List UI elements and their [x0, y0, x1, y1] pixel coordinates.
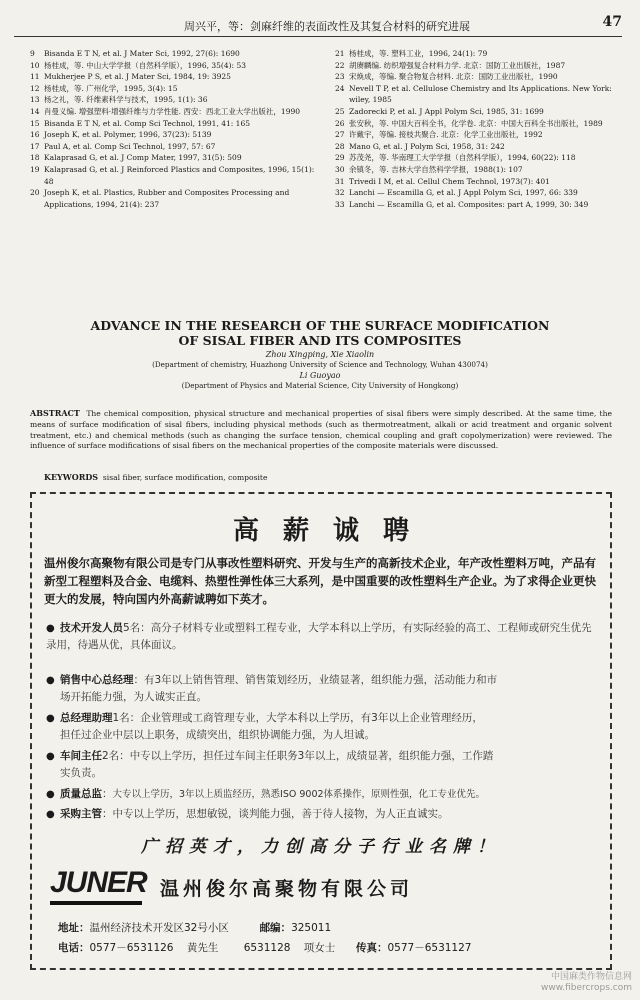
reference-text: 许戴宇，等编. 接枝共聚合. 北京：化学工业出版社，1992 [349, 130, 543, 140]
english-title-line1: ADVANCE IN THE RESEARCH OF THE SURFACE MODIFICATION [90, 318, 550, 333]
reference-item [335, 152, 625, 164]
reference-number: 26 [335, 118, 345, 128]
contact-2: 项女士 [303, 942, 336, 954]
position-title: 技术开发人员 [60, 622, 123, 634]
reference-item [335, 48, 625, 60]
position-description-cont: 实负责。 [60, 767, 102, 779]
reference-number: 28 [335, 141, 345, 151]
position-title: 销售中心总经理 [60, 674, 134, 686]
bullet-icon: ● [46, 623, 55, 634]
position-count: 5名： [123, 622, 151, 634]
bullet-icon: ● [46, 809, 55, 820]
bullet-icon: ● [46, 675, 55, 686]
position-description: 中专以上学历，思想敏锐，谈判能力强，善于待人接物，为人正直诚实。 [112, 808, 449, 820]
position-title: 总经理助理 [60, 712, 113, 724]
reference-number: 29 [335, 153, 345, 163]
reference-text: Lanchi — Escamilla G, et al. Composites: part A, 1999, 30: 349 [349, 199, 589, 209]
reference-number: 20 [30, 188, 40, 198]
reference-number: 22 [335, 60, 345, 70]
watermark-line2: www.fibercrops.com [541, 983, 632, 993]
abstract-label: ABSTRACT [30, 408, 80, 418]
position-item [46, 806, 600, 823]
position-count: 1名： [112, 712, 141, 724]
reference-item [30, 152, 320, 164]
reference-number: 18 [30, 153, 40, 163]
reference-item [30, 48, 320, 60]
reference-text: Mano G, et al. J Polym Sci, 1958, 31: 242 [349, 141, 505, 151]
reference-number: 31 [335, 176, 345, 186]
phone-line [58, 940, 598, 956]
reference-item [335, 164, 625, 176]
reference-item [30, 118, 320, 130]
keywords-label: KEYWORDS [44, 472, 99, 482]
reference-number: 25 [335, 106, 345, 116]
reference-text: Nevell T P, et al. Cellulose Chemistry and Its Applications. New York: wiley, 1985 [349, 83, 612, 105]
reference-text: 胡赓麟编. 纺织增强复合材料力学. 北京：国防工业出版社，1987 [349, 60, 566, 70]
phone-label: 电话： [58, 942, 90, 954]
position-description: 有3年以上销售管理、销售策划经历，业绩显著，组织能力强，活动能力和市 [144, 674, 498, 686]
reference-text: Joseph K, et al. Polymer, 1996, 37(23): 5139 [44, 130, 212, 140]
running-header [14, 14, 622, 37]
reference-number: 33 [335, 199, 345, 209]
reference-item [335, 71, 625, 83]
reference-number: 32 [335, 188, 345, 198]
reference-text: Lanchi — Escamilla G, et al. J Appl Polym Sci, 1997, 66: 339 [349, 188, 578, 198]
reference-item [30, 83, 320, 95]
page-number: 47 [602, 14, 622, 30]
reference-number: 9 [30, 49, 35, 58]
position-title: 车间主任 [60, 750, 102, 762]
author-block [60, 350, 580, 392]
position-title: 采购主管 [60, 808, 102, 820]
bullet-icon: ● [46, 789, 55, 800]
reference-column-right [335, 48, 625, 210]
english-title-line2: OF SISAL FIBER AND ITS COMPOSITES [178, 333, 462, 348]
reference-text: Bisanda E T N, et al. J Mater Sci, 1992, 27(6): 1690 [44, 49, 240, 58]
reference-item [335, 187, 625, 199]
contact-1: 黄先生 [186, 942, 219, 954]
reference-text: Bisanda E T N, et al. Comp Sci Technol, 1991, 41: 165 [44, 118, 250, 128]
reference-text: 杨桂成，等. 塑料工业，1996, 24(1): 79 [349, 49, 488, 58]
position-description-cont: 场开拓能力强，为人诚实正直。 [60, 691, 207, 703]
position-count: ： [102, 808, 113, 820]
fax-label: 传真： [355, 942, 388, 954]
ad-title: 高薪诚聘 [232, 516, 433, 546]
reference-text: 杨桂成，等. 中山大学学报（自然科学版），1996, 35(4): 53 [44, 60, 246, 70]
reference-text: 杨之礼，等. 纤维素科学与技术，1995, 1(1): 36 [44, 95, 208, 105]
reference-item [335, 129, 625, 141]
ad-slogan: 广招英才，力创高分子行业名牌！ [141, 837, 501, 857]
author-2: Li Guoyao [299, 370, 341, 380]
position-item [46, 710, 600, 744]
recruitment-advertisement [30, 492, 612, 970]
position-description: 大专以上学历，3年以上质监经历，熟悉ISO 9002体系操作，原则性强，化工专业优先。 [112, 789, 486, 800]
running-title: 周兴平，等：剑麻纤维的表面改性及其复合材料的研究进展 [184, 20, 470, 33]
logo-underline [50, 901, 142, 905]
reference-column-left [30, 48, 320, 210]
address-line [58, 920, 598, 936]
site-watermark [541, 972, 632, 994]
position-item [46, 620, 600, 654]
reference-item [30, 164, 320, 187]
reference-number: 11 [30, 72, 40, 82]
reference-number: 30 [335, 164, 345, 174]
reference-number: 17 [30, 141, 40, 151]
reference-number: 19 [30, 164, 40, 174]
reference-item [30, 129, 320, 141]
reference-item [30, 187, 320, 210]
reference-item [335, 83, 625, 106]
phone-1: 0577－6531126 [89, 942, 174, 954]
reference-number: 10 [30, 60, 40, 70]
fax-value: 0577－6531127 [387, 942, 472, 954]
english-title [60, 318, 580, 348]
position-item [46, 672, 600, 706]
abstract [30, 408, 612, 452]
reference-text: 宋焕成，等编. 聚合物复合材料. 北京：国防工业出版社，1990 [349, 72, 558, 82]
position-count: ： [133, 674, 144, 686]
reference-item [30, 106, 320, 118]
reference-item [335, 176, 625, 188]
position-item [46, 786, 600, 803]
position-title: 质量总监 [60, 788, 102, 800]
reference-number: 14 [30, 106, 40, 116]
reference-item [30, 94, 320, 106]
keywords [44, 472, 604, 482]
position-item [46, 748, 600, 782]
ad-intro: 温州俊尔高聚物有限公司是专门从事改性塑料研究、开发与生产的高新技术企业，年产改性塑料万吨，产品有新型工程塑料及合金、电缆料、热塑性弹性体三大系列，是中国重要的改性塑料生产企业。为了求得企业更快更大的发展，特向国内外高薪诚聘如下英才。 [44, 556, 596, 606]
reference-item [30, 60, 320, 72]
company-name: 温州俊尔高聚物有限公司 [160, 878, 414, 900]
reference-number: 16 [30, 130, 40, 140]
reference-text: 杨桂成，等. 广州化学，1995, 3(4): 15 [44, 83, 178, 93]
postcode-value: 325011 [291, 922, 332, 934]
reference-number: 27 [335, 130, 345, 140]
address-value: 温州经济技术开发区32号小区 [89, 922, 229, 934]
reference-number: 15 [30, 118, 40, 128]
reference-text: 余镇冬，等. 吉林大学自然科学学报，1988(1): 107 [349, 164, 523, 174]
reference-item [335, 118, 625, 130]
reference-item [335, 199, 625, 211]
reference-text: Mukherjee P S, et al. J Mater Sci, 1984, 19: 3925 [44, 72, 231, 82]
bullet-icon: ● [46, 751, 55, 762]
reference-text: Joseph K, et al. Plastics, Rubber and Composites Processing and Applications, 1994, 21(4): 237 [44, 188, 290, 209]
reference-item [30, 71, 320, 83]
position-description: 中专以上学历，担任过车间主任职务3年以上，成绩显著，组织能力强，工作踏 [129, 750, 494, 762]
keywords-text: sisal fiber, surface modification, composite [102, 473, 268, 482]
reference-number: 13 [30, 95, 40, 105]
reference-text: Zadorecki P, et al. J Appl Polym Sci, 1985, 31: 1699 [349, 106, 544, 116]
postcode-label: 邮编： [259, 922, 292, 934]
reference-item [335, 106, 625, 118]
reference-text: Kalaprasad G, et al. J Reinforced Plastics and Composites, 1996, 15(1): 48 [44, 164, 315, 186]
reference-number: 21 [335, 49, 345, 58]
affiliation-1: (Department of chemistry, Huazhong University of Science and Technology, Wuhan 430074) [152, 360, 488, 370]
reference-text: 肖曼义编. 增强塑料·增强纤维与力学性能. 西安：西北工业大学出版社，1990 [44, 106, 301, 116]
company-logo: JUNER [50, 866, 147, 899]
reference-text: 张安秋，等. 中国大百科全书，化学卷. 北京：中国大百科全书出版社，1989 [349, 118, 603, 128]
reference-number: 24 [335, 83, 345, 93]
reference-text: Kalaprasad G, et al. J Comp Mater, 1997, 31(5): 509 [44, 153, 242, 163]
bullet-icon: ● [46, 713, 55, 724]
reference-text: Trivedi I M, et al. Cellul Chem Technol, 1973(7): 401 [349, 176, 550, 186]
abstract-text: The chemical composition, physical structure and mechanical properties of sisal fibers were simply described. At the same time, the means of surface modification of sisal fibers, including physical methods (such as thermotreatment, alkali or acid treatment and organic solvent treatment, etc.) and chemical methods (such as changing the surface tension, chemical coupling and graft copolymerization) were reviewed. The influence of surface modifications of sisal fibers on the mechanical properties of the composite materials were discussed. [30, 409, 612, 451]
reference-number: 23 [335, 72, 345, 82]
affiliation-2: (Department of Physics and Material Science, City University of Hongkong) [181, 381, 459, 391]
position-count: ： [102, 788, 113, 800]
reference-item [335, 141, 625, 153]
reference-number: 12 [30, 83, 40, 93]
watermark-line1: 中国麻类作物信息网 [550, 972, 632, 982]
position-count: 2名： [102, 750, 130, 762]
address-label: 地址： [58, 922, 90, 934]
reference-item [30, 141, 320, 153]
position-description-cont: 担任过企业中层以上职务，成绩突出，组织协调能力强，为人坦诚。 [60, 729, 375, 741]
authors: Zhou Xingping, Xie Xiaolin [265, 350, 375, 359]
reference-text: 苏茂尧，等. 华南理工大学学报（自然科学版），1994, 60(22): 118 [349, 153, 576, 163]
phone-2: 6531128 [243, 942, 291, 954]
position-description: 企业管理或工商管理专业，大学本科以上学历，有3年以上企业管理经历， [140, 712, 483, 724]
company-brand [40, 866, 600, 908]
reference-text: Paul A, et al. Comp Sci Technol, 1997, 57: 67 [44, 141, 216, 151]
position-description: 高分子材料专业或塑料工程专业，大学本科以上学历，有实际经验的高工、工程师或研究生优先录用，待遇从优，具体面议。 [46, 622, 592, 651]
reference-item [335, 60, 625, 72]
